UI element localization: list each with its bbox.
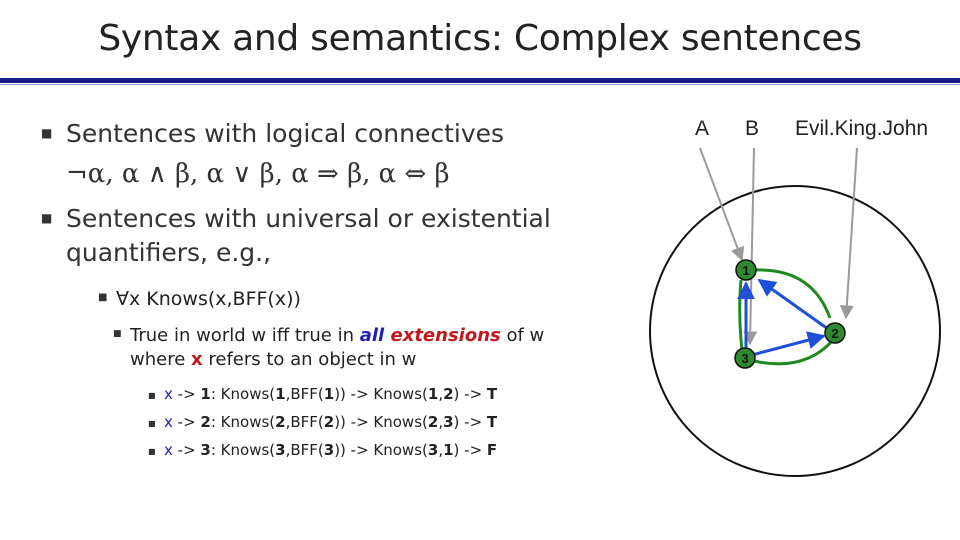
- connectives-formula: ¬α, α ∧ β, α ∨ β, α ⇒ β, α ⇔ β: [66, 159, 450, 189]
- semantics-extensions: extensions: [384, 325, 501, 346]
- bullet-connectives: Sentences with logical connectives: [66, 119, 505, 148]
- bullet-quantifiers-line1: Sentences with universal or existential: [66, 204, 551, 233]
- ref-arrow-evil-king-john: [846, 148, 857, 318]
- bullet-marker: ■: [148, 419, 156, 428]
- ref-arrow-a: [700, 148, 742, 260]
- semantics-x: x: [191, 349, 203, 370]
- ref-arrow-b: [750, 148, 754, 344]
- bullet-marker: ■: [41, 211, 53, 225]
- bff-edge-1-2: [755, 270, 830, 318]
- symbol-a: A: [695, 117, 710, 140]
- world-circle: [650, 186, 940, 476]
- semantics-all: all: [359, 325, 385, 346]
- node-1-label: 1: [742, 263, 750, 278]
- example-row-2: x -> 2: Knows(2,BFF(2)) -> Knows(2,3) -> T: [164, 413, 498, 431]
- bff-edge-3-1: [740, 280, 742, 350]
- example-row-1: x -> 1: Knows(1,BFF(1)) -> Knows(1,2) -> T: [164, 385, 498, 403]
- semantics-text-c: of w: [500, 325, 545, 346]
- node-3-label: 3: [741, 351, 749, 366]
- knows-edge-2-3: [752, 336, 824, 355]
- semantics-where: where: [130, 349, 192, 370]
- slide-title: Syntax and semantics: Complex sentences: [98, 18, 862, 59]
- example-row-3: x -> 3: Knows(3,BFF(3)) -> Knows(3,1) -> F: [164, 441, 498, 459]
- node-1: [736, 260, 756, 280]
- semantics-refers: refers to an object in w: [202, 349, 417, 370]
- bullet-marker: ■: [148, 447, 156, 456]
- symbol-evil-king-john: Evil.King.John: [795, 117, 929, 140]
- bullet-marker: ■: [113, 329, 122, 339]
- knows-edge-1-2: [759, 280, 828, 329]
- quantified-sentence: ∀x Knows(x,BFF(x)): [116, 288, 301, 310]
- bullet-marker: ■: [148, 391, 156, 400]
- node-2: [825, 323, 845, 343]
- bullet-quantifiers-line2: quantifiers, e.g.,: [66, 238, 272, 267]
- symbol-b: B: [745, 117, 760, 140]
- semantics-text-a: True in world w iff true in: [130, 325, 360, 346]
- node-2-label: 2: [831, 326, 839, 341]
- bullet-marker: ■: [98, 292, 108, 303]
- bullet-marker: ■: [41, 126, 53, 140]
- node-3: [735, 348, 755, 368]
